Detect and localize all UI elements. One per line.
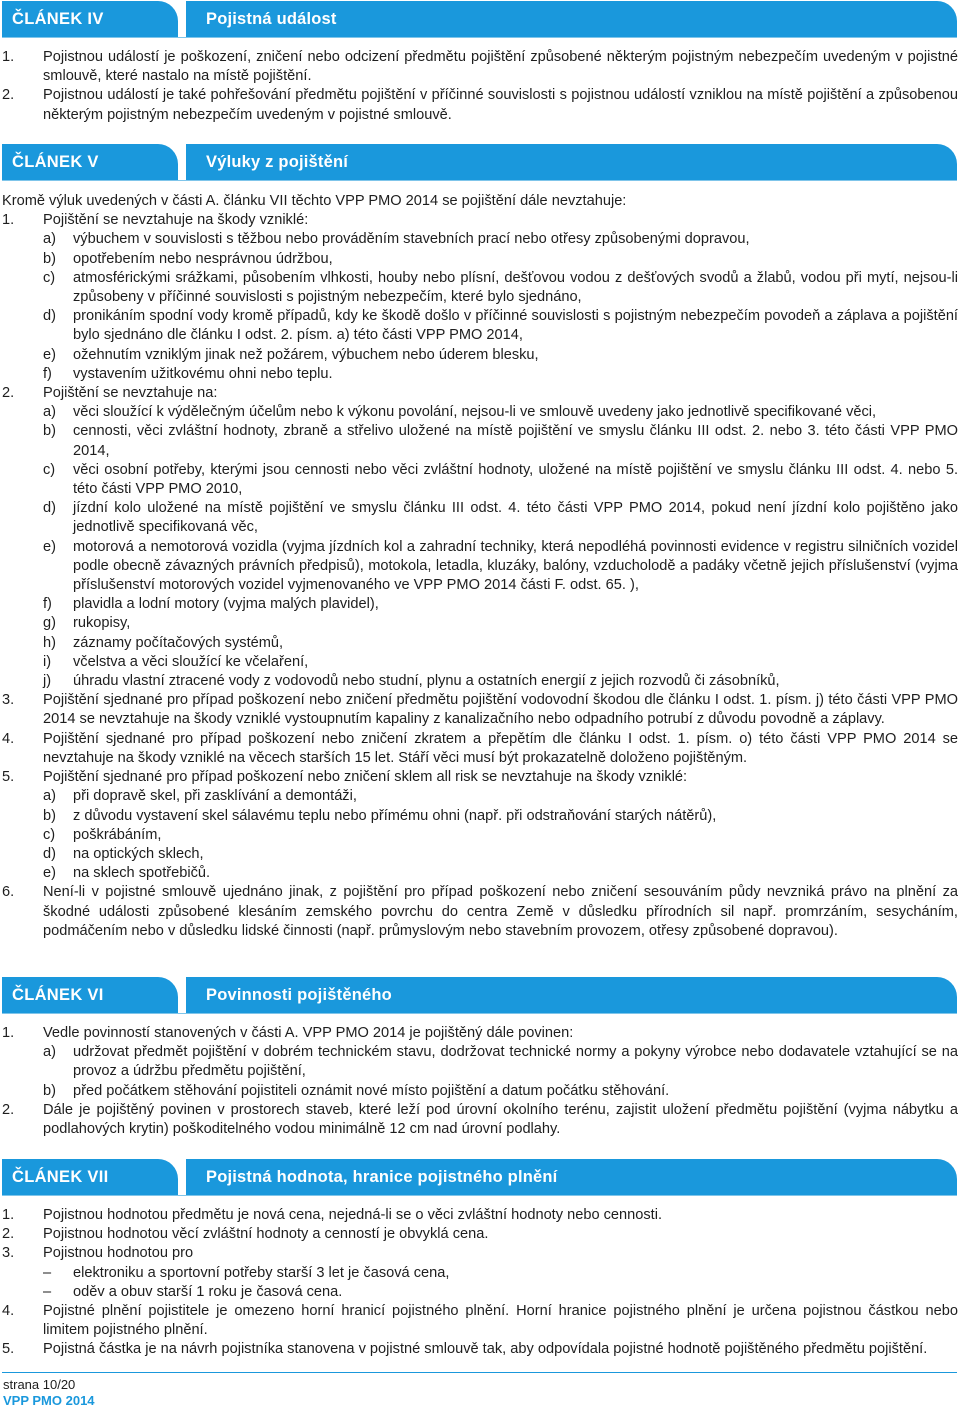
sub-item: a) výbuchem v souvislosti s těžbou nebo prováděním stavebních prací nebo otřesy způsobenými dopravou, — [43, 231, 750, 248]
footer-divider — [2, 1372, 957, 1373]
list-item: 5. Pojistná částka je na návrh pojistníka stanovena v pojistné smlouvě tak, aby odpovídala pojistné hodnotě pojištěného předmětu pojištění. — [2, 1341, 928, 1358]
sub-item: d) na optických sklech, — [43, 845, 204, 862]
sub-item: e) ožehnutím vzniklým jinak než požárem, výbuchem nebo úderem blesku, — [43, 346, 539, 363]
divider — [2, 1195, 957, 1196]
article-label: ČLÁNEK VI — [2, 977, 178, 1013]
article-7-body — [2, 1206, 958, 1360]
divider — [2, 1013, 957, 1014]
sub-item: – elektroniku a sportovní potřeby starší 3 let je časová cena, — [43, 1264, 450, 1281]
article-title: Povinnosti pojištěného — [186, 977, 957, 1013]
sub-item: – oděv a obuv starší 1 roku je časová cena. — [43, 1283, 343, 1300]
sub-item: b) opotřebením nebo nesprávnou údržbou, — [43, 250, 333, 267]
article-5-body — [2, 192, 958, 941]
sub-item: d) jízdní kolo uložené na místě pojištění ve smyslu článku III odst. 4. této části VPP PMO 2014, pokud není jízdní kolo pojištěno jako jednotlivě specifikovaná věc, — [43, 500, 958, 536]
divider — [2, 37, 957, 38]
list-item: 1. Pojištění se nevztahuje na škody vzniklé: — [2, 212, 309, 229]
article-6-body — [2, 1024, 958, 1139]
list-item: 4. Pojištění sjednané pro případ poškození nebo zničení zkratem a přepětím dle článku I odst. 1. písm. o) této části VPP PMO 2014 se nevztahuje na škody vzniklé na věcech starších 15 let. Stáří věci musí být prokazatelně doloženo pojištěným. — [2, 730, 958, 766]
sub-item: e) na sklech spotřebičů. — [43, 865, 211, 882]
article-5-header — [2, 144, 957, 180]
list-item: 2. Pojistnou událostí je také pohřešování předmětu pojištění v příčinné souvislosti s pojistnou událostí vzniklou na místě pojištění a způsobenou některým pojistným nebezpečím uvedeným v pojistné smlouvě. — [2, 87, 958, 123]
sub-item: j) úhradu vlastní ztracené vody z vodovodů nebo studní, plynu a ostatních energií z jejich rozvodů či zásobníků, — [43, 673, 780, 690]
article-4-header — [2, 1, 957, 37]
list-item: 2. Dále je pojištěný povinen v prostorech staveb, které leží pod úrovní okolního terénu, zajistit uložení předmětu pojištění (vyjma nábytku a podlahových krytin) poškoditelného vodou minimálně 12 cm nad úrovní podlahy. — [2, 1101, 958, 1138]
list-item: 2. Pojistnou hodnotou věcí zvláštní hodnoty a cenností je obvyklá cena. — [2, 1226, 489, 1243]
list-item: 4. Pojistné plnění pojistitele je omezeno horní hranicí pojistného plnění. Horní hranice pojistného plnění je určena pojistnou částkou nebo limitem pojistného plnění. — [2, 1303, 958, 1339]
list-item: 3. Pojištění sjednané pro případ poškození nebo zničení předmětu pojištění vodovodní škodou dle článku I odst. 1. písm. j) této části VPP PMO 2014 se nevztahuje na škody vzniklé vystoupnutím kapaliny z kanalizačního nebo odpadního potrubí z důvodu povodně a záplavy. — [2, 692, 958, 728]
list-item: 2. Pojištění se nevztahuje na: — [2, 385, 218, 402]
sub-item: b) cennosti, věci zvláštní hodnoty, zbraně a střelivo uložené na místě pojištění ve smyslu článku III odst. 2. nebo 3. této části VPP PMO 2014, — [43, 423, 958, 459]
list-item: 5. Pojištění sjednané pro případ poškození nebo zničení sklem all risk se nevztahuje na škody vzniklé: — [2, 769, 688, 786]
intro-text: Kromě výluk uvedených v části A. článku VII těchto VPP PMO 2014 se pojištění dále nevztahuje: — [2, 193, 627, 209]
sub-item: h) záznamy počítačových systémů, — [43, 634, 284, 651]
sub-item: c) věci osobní potřeby, kterými jsou cennosti nebo věci zvláštní hodnoty, uložené na místě pojištění ve smyslu článku III odst. 4. nebo 5. této části VPP PMO 2010, — [43, 461, 958, 498]
divider — [2, 180, 957, 181]
sub-item: g) rukopisy, — [43, 615, 131, 632]
list-item: 1. Pojistnou hodnotou předmětu je nová cena, nejedná-li se o věci zvláštní hodnoty nebo cennosti. — [2, 1207, 663, 1223]
article-7-header — [2, 1159, 957, 1195]
article-title: Pojistná událost — [186, 1, 957, 37]
article-label: ČLÁNEK IV — [2, 1, 178, 37]
sub-item: b) z důvodu vystavení skel sálavému teplu nebo přímému ohni (např. při odstraňování starých nátěrů), — [43, 807, 717, 824]
article-label: ČLÁNEK VII — [2, 1159, 178, 1195]
page-number: strana 10/20 — [3, 1377, 76, 1392]
article-title: Pojistná hodnota, hranice pojistného plnění — [186, 1159, 957, 1195]
sub-item: e) motorová a nemotorová vozidla (vyjma jízdních kol a zahradní techniky, která nepodléhá povinnosti evidence v registru silničních vozidel podle obecně závazných právních předpisů), motokola, letadla, kluzáky, balóny, vzducholodě a padáky včetně jejich příslušenství (vyjma příslušenství motorových vozidel vyjmenovaného ve VPP PMO 2014 části F. odst. 65. ), — [43, 538, 958, 594]
list-item: 1. Pojistnou událostí je poškození, zničení nebo odcizení předmětu pojištění způsobené některým pojistným nebezpečím uvedeným v pojistné smlouvě, které nastalo na místě pojištění. — [2, 49, 958, 85]
list-item: 3. Pojistnou hodnotou pro — [2, 1245, 194, 1262]
article-4-body — [2, 48, 958, 125]
article-6-header — [2, 977, 957, 1013]
sub-item: i) včelstva a věci sloužící ke včelaření, — [43, 653, 309, 670]
document-id: VPP PMO 2014 — [3, 1393, 95, 1408]
sub-item: c) atmosférickými srážkami, působením vlhkosti, houby nebo plísní, dešťovou vodou z dešťových svodů a žlabů, vodou při mytí, nejsou-li způsobeny v příčinné souvislosti s pojistným nebezpečím, které bylo sjednáno, — [43, 269, 958, 306]
sub-item: c) poškrábáním, — [43, 826, 162, 843]
list-item: 1. Vedle povinností stanovených v části A. VPP PMO 2014 je pojištěný dále povinen: — [2, 1025, 574, 1041]
sub-item: b) před počátkem stěhování pojistiteli oznámit nové místo pojištění a datum počátku stěhování. — [43, 1082, 670, 1099]
sub-item: f) plavidla a lodní motory (vyjma malých plavidel), — [43, 596, 379, 613]
sub-item: a) věci sloužící k výdělečným účelům nebo k výkonu povolání, nejsou-li ve smlouvě uvedeny jako jednotlivě specifikované věci, — [43, 404, 877, 421]
sub-item: d) pronikáním spodní vody kromě případů, kdy ke škodě došlo v příčinné souvislosti s pojistným nebezpečím povodeň a záplava a pojištění bylo sjednáno dle článku I odst. 2. písm. a) této části VPP PMO 2014, — [43, 308, 958, 344]
article-title: Výluky z pojištění — [186, 144, 957, 180]
article-label: ČLÁNEK V — [2, 144, 178, 180]
sub-item: a) při dopravě skel, při zasklívání a demontáži, — [43, 788, 357, 805]
list-item: 6. Není-li v pojistné smlouvě ujednáno jinak, z pojištění pro případ poškození nebo zničení sesouváním půdy nevzniká právo na plnění za škodné události způsobené klesáním zemského povrchu do centra Země v důsledku přírodních sil např. promrzáním, sesycháním, podmáčením nebo v důsledku lidské činnosti (např. průmyslovým nebo stavebním provozem, otřesy způsobené dopravou). — [2, 884, 958, 939]
sub-item: a) udržovat předmět pojištění v dobrém technickém stavu, dodržovat technické normy a pokyny výrobce nebo dodavatele vztahující se na provoz a údržbu předmětu pojištění, — [43, 1044, 958, 1080]
sub-item: f) vystavením užitkovému ohni nebo teplu. — [43, 365, 333, 382]
